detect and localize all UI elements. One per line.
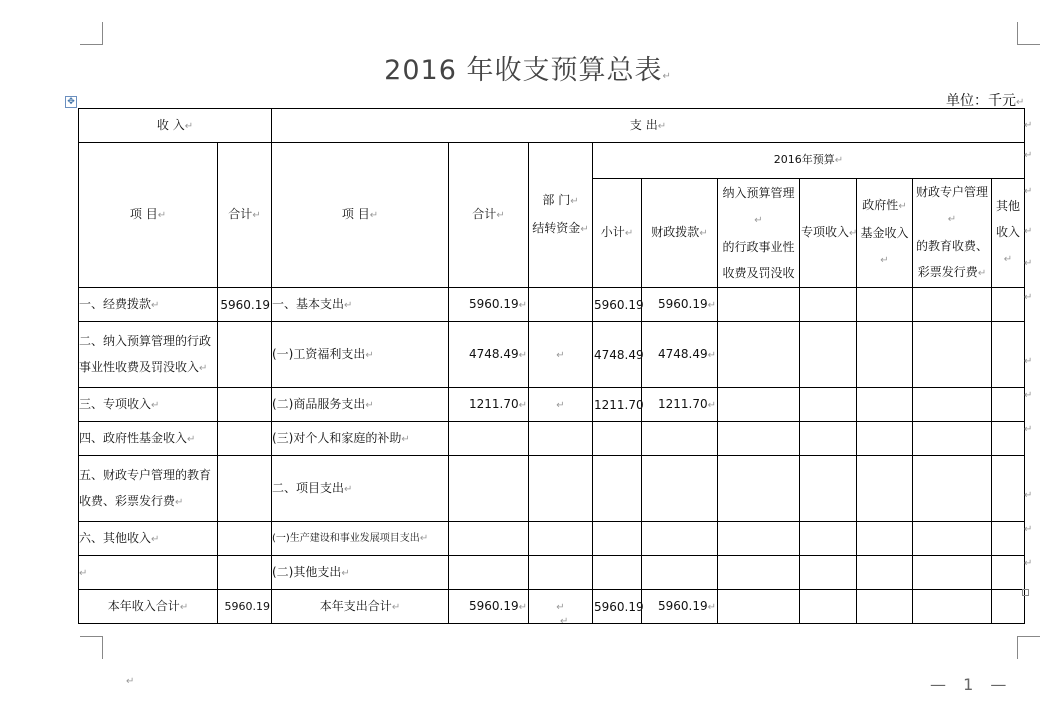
income-item-cell: 二、纳入预算管理的行政 事业性收费及罚没收入↵	[79, 322, 218, 388]
admin-fees-cell	[718, 456, 800, 522]
special-cell	[800, 456, 857, 522]
edu-fees-cell	[913, 556, 992, 590]
table-row	[79, 322, 1025, 388]
subtotal-cell	[593, 556, 642, 590]
special-cell	[800, 322, 857, 388]
expense-total-cell: 4748.49↵	[449, 322, 529, 388]
income-item-cell: 四、政府性基金收入↵	[79, 422, 218, 456]
gov-fund-cell	[857, 456, 913, 522]
expense-total-cell: 1211.70↵	[449, 388, 529, 422]
special-cell	[800, 556, 857, 590]
expense-total-cell	[449, 556, 529, 590]
subtotal-header: 小计↵	[593, 179, 642, 288]
income-total-cell	[218, 456, 272, 522]
admin-fees-cell	[718, 388, 800, 422]
admin-fees-cell	[718, 556, 800, 590]
income-item-cell: ↵	[79, 556, 218, 590]
gov-fund-cell	[857, 288, 913, 322]
special-cell	[800, 590, 857, 624]
special-cell	[800, 422, 857, 456]
edu-fees-cell	[913, 590, 992, 624]
crop-mark-top-right	[1017, 22, 1040, 45]
subtotal-cell: 5960.19	[593, 590, 642, 624]
special-cell	[800, 288, 857, 322]
gov-fund-cell	[857, 422, 913, 456]
income-total-cell: 5960.19	[218, 590, 272, 624]
carryover-cell: ↵	[529, 388, 593, 422]
special-cell	[800, 388, 857, 422]
admin-fees-cell	[718, 590, 800, 624]
income-item-cell: 五、财政专户管理的教育 收费、彩票发行费↵	[79, 456, 218, 522]
special-income-header: 专项收入↵	[800, 179, 857, 288]
income-total-cell	[218, 556, 272, 590]
admin-fees-header: 纳入预算管理↵ 的行政事业性 收费及罚没收	[718, 179, 800, 288]
gov-fund-header: 政府性↵ 基金收入↵	[857, 179, 913, 288]
edu-fees-header: 财政专户管理↵ 的教育收费、 彩票发行费↵	[913, 179, 992, 288]
fiscal-cell	[642, 556, 718, 590]
income-header: 收 入↵	[79, 109, 272, 143]
gov-fund-cell	[857, 590, 913, 624]
fiscal-cell	[642, 422, 718, 456]
edu-fees-cell	[913, 288, 992, 322]
edu-fees-cell	[913, 456, 992, 522]
other-cell	[992, 322, 1025, 388]
expense-total-label: 本年支出合计↵	[272, 590, 449, 624]
paragraph-mark: ↵	[126, 676, 135, 687]
dept-carryover-header: 部 门↵ 结转资金↵	[529, 143, 593, 288]
other-cell	[992, 590, 1025, 624]
expense-total-cell	[449, 456, 529, 522]
carryover-cell: ↵	[529, 590, 593, 624]
other-income-header: 其他 收入↵	[992, 179, 1025, 288]
edu-fees-cell	[913, 388, 992, 422]
admin-fees-cell	[718, 522, 800, 556]
carryover-cell	[529, 288, 593, 322]
expense-item-cell: (三)对个人和家庭的补助↵	[272, 422, 449, 456]
gov-fund-cell	[857, 322, 913, 388]
income-total-cell	[218, 388, 272, 422]
expense-total-cell: 5960.19↵	[449, 288, 529, 322]
table-header-row-1	[79, 109, 1025, 143]
edu-fees-cell	[913, 322, 992, 388]
table-row	[79, 556, 1025, 590]
income-item-cell: 一、经费拨款↵	[79, 288, 218, 322]
income-item-cell: 六、其他收入↵	[79, 522, 218, 556]
expense-item-cell: (一)生产建设和事业发展项目支出↵	[272, 522, 449, 556]
table-row	[79, 288, 1025, 322]
income-item-cell: 三、专项收入↵	[79, 388, 218, 422]
edu-fees-cell	[913, 522, 992, 556]
table-row	[79, 422, 1025, 456]
other-cell	[992, 556, 1025, 590]
expense-total-cell	[449, 522, 529, 556]
document-title: 2016 年收支预算总表↵	[384, 55, 672, 86]
other-cell	[992, 522, 1025, 556]
admin-fees-cell	[718, 288, 800, 322]
table-row	[79, 456, 1025, 522]
fiscal-cell: 4748.49↵	[642, 322, 718, 388]
carryover-cell: ↵	[529, 322, 593, 388]
subtotal-cell: 5960.19	[593, 288, 642, 322]
income-total-cell	[218, 422, 272, 456]
subtotal-cell	[593, 422, 642, 456]
table-row	[79, 388, 1025, 422]
fiscal-cell	[642, 456, 718, 522]
gov-fund-cell	[857, 556, 913, 590]
table-resize-handle[interactable]	[1022, 589, 1029, 596]
admin-fees-cell	[718, 422, 800, 456]
special-cell	[800, 522, 857, 556]
income-total-header: 合计↵	[218, 143, 272, 288]
expense-header: 支 出↵	[272, 109, 1025, 143]
carryover-cell	[529, 522, 593, 556]
income-item-header: 项 目↵	[79, 143, 218, 288]
expense-total-cell	[449, 422, 529, 456]
crop-mark-bottom-left	[80, 636, 103, 659]
table-move-handle-icon[interactable]: ✥	[65, 96, 77, 108]
income-total-label: 本年收入合计↵	[79, 590, 218, 624]
expense-item-cell: 一、基本支出↵	[272, 288, 449, 322]
table-row	[79, 522, 1025, 556]
carryover-cell	[529, 422, 593, 456]
income-total-cell	[218, 322, 272, 388]
page-number: — 1 —	[930, 675, 1013, 694]
budget-table	[78, 108, 1025, 624]
expense-item-header: 项 目↵	[272, 143, 449, 288]
subtotal-cell: 1211.70	[593, 388, 642, 422]
totals-row	[79, 590, 1025, 624]
fiscal-cell	[642, 522, 718, 556]
expense-total-header: 合计↵	[449, 143, 529, 288]
crop-mark-top-left	[80, 22, 103, 45]
gov-fund-cell	[857, 388, 913, 422]
carryover-cell	[529, 456, 593, 522]
income-total-cell: 5960.19	[218, 288, 272, 322]
subtotal-cell	[593, 522, 642, 556]
table-header-row-2	[79, 143, 1025, 179]
subtotal-cell	[593, 456, 642, 522]
other-cell	[992, 456, 1025, 522]
other-cell	[992, 388, 1025, 422]
gov-fund-cell	[857, 522, 913, 556]
budget-2016-header: 2016年预算↵	[593, 143, 1025, 179]
expense-item-cell: (二)商品服务支出↵	[272, 388, 449, 422]
admin-fees-cell	[718, 322, 800, 388]
other-cell	[992, 422, 1025, 456]
paragraph-mark: ↵	[560, 616, 569, 627]
expense-item-cell: (一)工资福利支出↵	[272, 322, 449, 388]
fiscal-cell: 5960.19↵	[642, 590, 718, 624]
income-total-cell	[218, 522, 272, 556]
fiscal-cell: 1211.70↵	[642, 388, 718, 422]
expense-item-cell: (二)其他支出↵	[272, 556, 449, 590]
expense-total-cell: 5960.19↵	[449, 590, 529, 624]
subtotal-cell: 4748.49	[593, 322, 642, 388]
fiscal-cell: 5960.19↵	[642, 288, 718, 322]
edu-fees-cell	[913, 422, 992, 456]
carryover-cell	[529, 556, 593, 590]
other-cell	[992, 288, 1025, 322]
unit-label: 单位：千元↵	[946, 93, 1025, 109]
fiscal-header: 财政拨款↵	[642, 179, 718, 288]
crop-mark-bottom-right	[1017, 636, 1040, 659]
expense-item-cell: 二、项目支出↵	[272, 456, 449, 522]
